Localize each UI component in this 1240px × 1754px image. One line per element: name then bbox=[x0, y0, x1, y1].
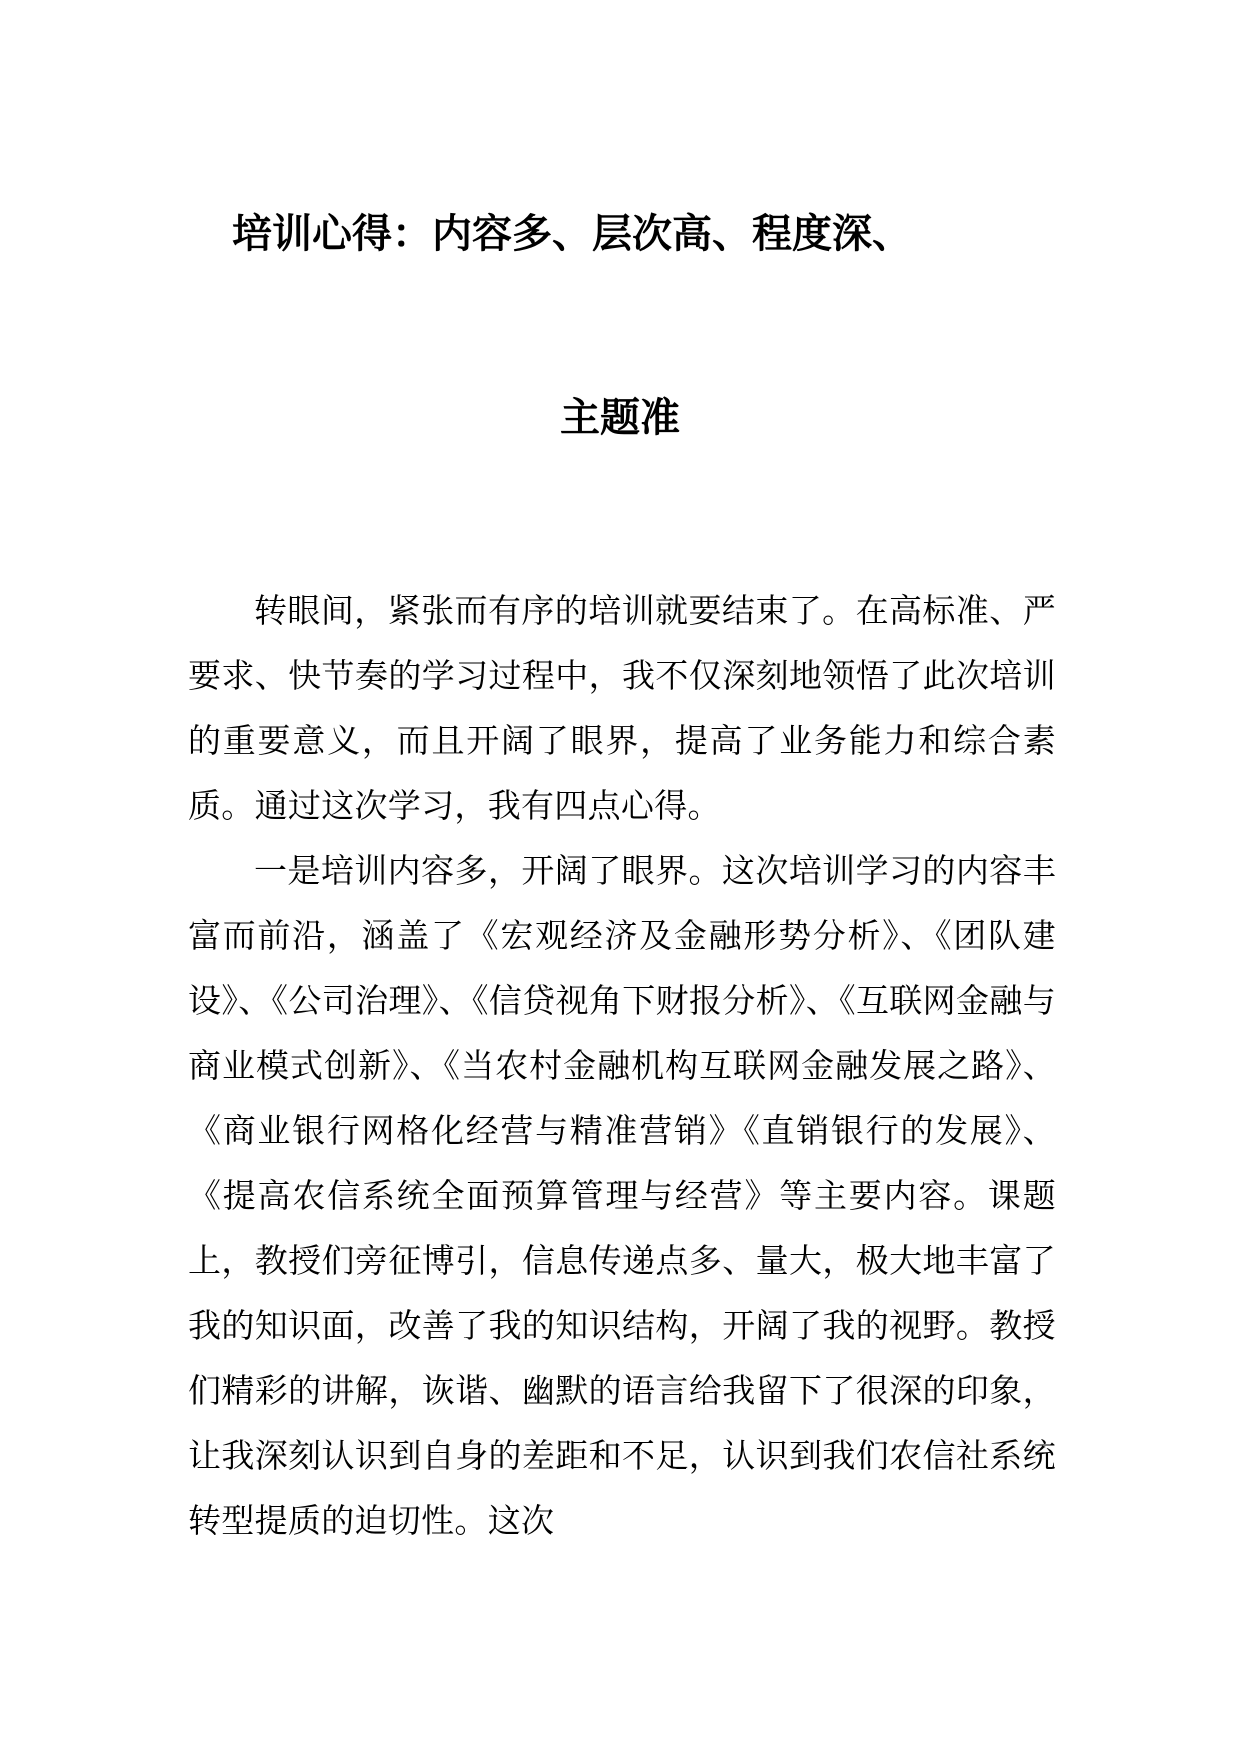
paragraph-point-one: 一是培训内容多，开阔了眼界。这次培训学习的内容丰富而前沿，涵盖了《宏观经济及金融形势分析》、《团队建设》、《公司治理》、《信贷视角下财报分析》、《互联网金融与商业模式创新》、《当农村金融机构互联网金融发展之路》、《商业银行网格化经营与精准营销》《直销银行的发展》、《提高农信系统全面预算管理与经营》等主要内容。课题上，教授们旁征博引，信息传递点多、量大，极大地丰富了我的知识面，改善了我的知识结构，开阔了我的视野。教授们精彩的讲解，诙谐、幽默的语言给我留下了很深的印象，让我深刻认识到自身的差距和不足，认识到我们农信社系统转型提质的迫切性。这次 bbox=[188, 851, 1056, 1540]
document-body bbox=[188, 578, 1056, 1553]
paragraph-intro: 转眼间，紧张而有序的培训就要结束了。在高标准、严要求、快节奏的学习过程中，我不仅深刻地领悟了此次培训的重要意义，而且开阔了眼界，提高了业务能力和综合素质。通过这次学习，我有四点心得。 bbox=[188, 591, 1056, 825]
document-title-line-1: 培训心得：内容多、层次高、程度深、 bbox=[232, 211, 912, 257]
document-title-line-2: 主题准 bbox=[560, 395, 680, 441]
